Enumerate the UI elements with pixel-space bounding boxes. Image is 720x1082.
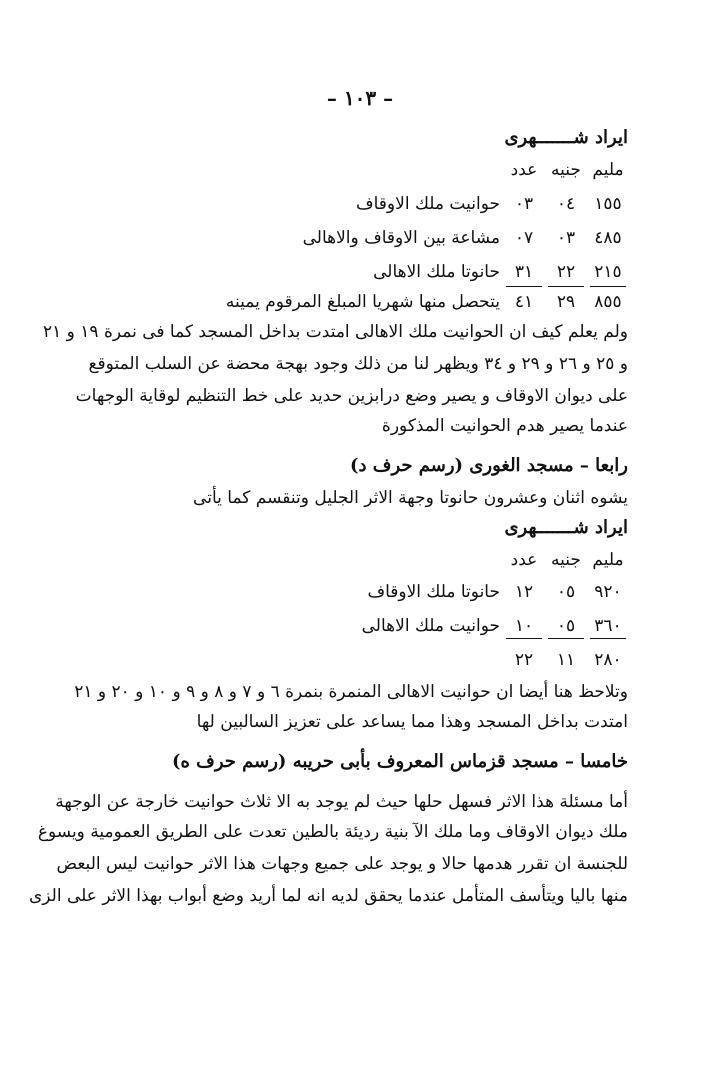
col-millieme: مليم: [592, 550, 624, 570]
col-count: عدد: [510, 550, 538, 570]
cell-millieme: ٩٢٠: [594, 582, 622, 602]
cell-description: حوانيت ملك الاهالى: [361, 616, 500, 636]
paragraph-line: منها باليا ويتأسف المتأمل عندما يحقق لديه انه لما أريد وضع أبواب بهذا الاثر على الزى: [28, 886, 628, 906]
cell-description: حانوتا ملك الاوقاف: [367, 582, 500, 602]
cell-pound: ٠٥: [556, 582, 576, 602]
col-pound: جنيه: [551, 550, 581, 570]
cell-count: ٣١: [514, 262, 534, 282]
sum-rule: [506, 286, 542, 287]
table-row: [108, 226, 628, 250]
total-row: [108, 290, 628, 314]
total-count: ٢٢: [514, 650, 534, 670]
total-row: [108, 648, 628, 672]
sum-rule: [506, 638, 542, 639]
cell-description: حانوتا ملك الاهالى: [373, 262, 500, 282]
column-header-row: [108, 548, 628, 572]
total-millieme: ٢٨٠: [594, 650, 622, 670]
income-heading-2: ايراد شـــــــهرى: [504, 517, 628, 538]
paragraph-line: ملك ديوان الاوقاف وما ملك الآ بنية رديئة بالطين تعدت على الطريق العمومية ويسوغ: [37, 822, 628, 842]
total-pound: ٢٩: [556, 292, 576, 312]
sum-rule: [548, 286, 584, 287]
section-title-qizmas: خامسا – مسجد قزماس المعروف بأبى حريبه (رسم حرف ه): [171, 751, 628, 772]
cell-count: ١٠: [514, 616, 534, 636]
sum-rule: [548, 638, 584, 639]
column-header-row: [108, 158, 628, 182]
paragraph-line: عندما يصير هدم الحوانيت المذكورة: [381, 416, 628, 436]
section-title-ghuri: رابعا – مسجد الغورى (رسم حرف د): [349, 455, 628, 476]
table-row: [108, 192, 628, 216]
section-intro: يشوه اثنان وعشرون حانوتا وجهة الاثر الجليل وتنقسم كما يأتى: [193, 488, 628, 508]
cell-count: ١٢: [514, 582, 534, 602]
paragraph-line: للجنسة ان تقرر هدمها حالا و يوجد على جميع وجهات هذا الاثر حوانيت ليس البعض: [56, 854, 628, 874]
total-count: ٤١: [514, 292, 534, 312]
income-heading-1: ايراد شـــــــهرى: [504, 127, 628, 148]
cell-millieme: ١٥٥: [594, 194, 622, 214]
cell-pound: ٠٤: [556, 194, 576, 214]
income-table-1: [108, 158, 628, 318]
cell-millieme: ٢١٥: [594, 262, 622, 282]
sum-rule: [590, 638, 626, 639]
cell-millieme: ٣٦٠: [594, 616, 622, 636]
page-number: – ١٠٣ –: [326, 86, 394, 110]
table-row: [108, 260, 628, 284]
paragraph-line: وتلاحظ هنا أيضا ان حوانيت الاهالى المنمرة بنمرة ٦ و ٧ و ٨ و ٩ و ١٠ و ٢٠ و ٢١: [74, 682, 628, 702]
cell-count: ٠٧: [514, 228, 534, 248]
paragraph-line: امتدت بداخل المسجد وهذا مما يساعد على تعزيز السالبين لها: [196, 712, 628, 732]
cell-millieme: ٤٨٥: [594, 228, 622, 248]
paragraph-line: و ٢٥ و ٢٦ و ٢٩ و ٣٤ ويظهر لنا من ذلك وجود بهجة محضة عن السلب المتوقع: [88, 354, 628, 374]
sum-rule: [590, 286, 626, 287]
col-millieme: مليم: [592, 160, 624, 180]
total-description: يتحصل منها شهريا المبلغ المرقوم يمينه: [225, 292, 500, 312]
cell-count: ٠٣: [514, 194, 534, 214]
cell-pound: ٠٣: [556, 228, 576, 248]
table-row: [108, 614, 628, 638]
col-pound: جنيه: [551, 160, 581, 180]
total-millieme: ٨٥٥: [594, 292, 622, 312]
cell-pound: ٢٢: [556, 262, 576, 282]
cell-description: حوانيت ملك الاوقاف: [356, 194, 500, 214]
cell-pound: ٠٥: [556, 616, 576, 636]
table-row: [108, 580, 628, 604]
col-count: عدد: [510, 160, 538, 180]
income-table-2: [108, 548, 628, 678]
total-pound: ١١: [556, 650, 576, 670]
paragraph-line: أما مسئلة هذا الاثر فسهل حلها حيث لم يوجد به الا ثلاث حوانيت خارجة عن الوجهة: [55, 792, 628, 812]
cell-description: مشاعة بين الاوقاف والاهالى: [302, 228, 500, 248]
paragraph-line: على ديوان الاوقاف و يصير وضع درابزين حديد على خط التنظيم لوقاية الوجهات: [75, 386, 628, 406]
paragraph-line: ولم يعلم كيف ان الحوانيت ملك الاهالى امتدت بداخل المسجد كما فى نمرة ١٩ و ٢١: [42, 322, 628, 342]
